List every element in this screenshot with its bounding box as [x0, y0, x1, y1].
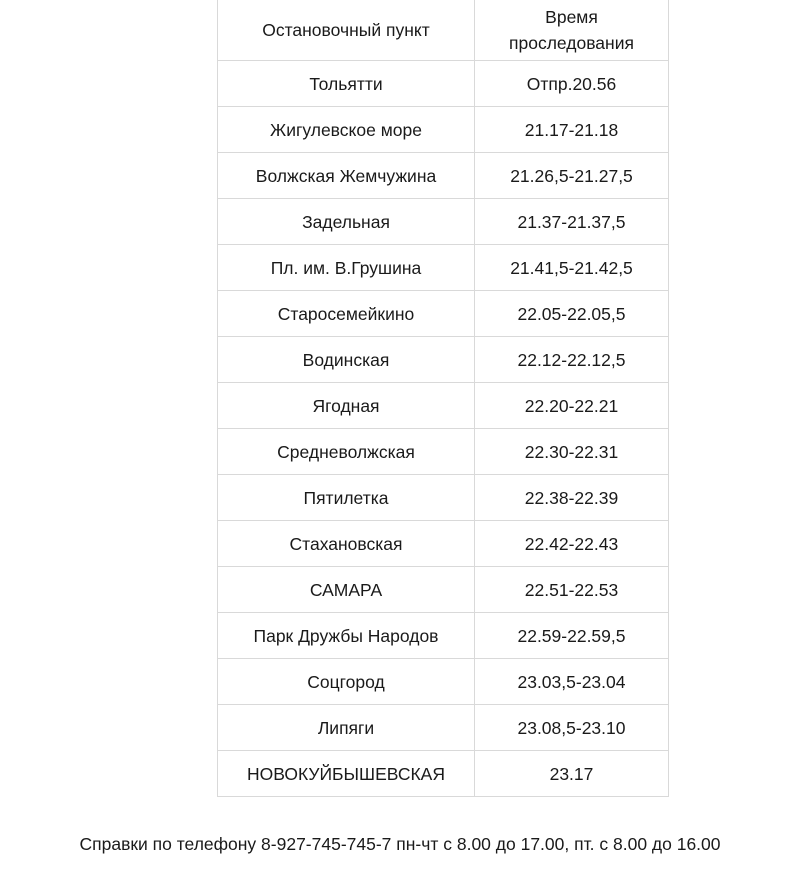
table-row [218, 199, 669, 245]
stop-time: 21.26,5-21.27,5 [475, 153, 669, 199]
table-row [218, 337, 669, 383]
stop-time: 22.42-22.43 [475, 521, 669, 567]
stop-time: 22.30-22.31 [475, 429, 669, 475]
stop-name: Ягодная [218, 383, 475, 429]
stop-name: НОВОКУЙБЫШЕВСКАЯ [218, 751, 475, 797]
stop-time: 22.20-22.21 [475, 383, 669, 429]
table-row [218, 705, 669, 751]
stop-time: Отпр.20.56 [475, 61, 669, 107]
stop-name: Средневолжская [218, 429, 475, 475]
stop-time: 21.37-21.37,5 [475, 199, 669, 245]
stop-name: САМАРА [218, 567, 475, 613]
stop-time: 22.12-22.12,5 [475, 337, 669, 383]
stop-time: 21.17-21.18 [475, 107, 669, 153]
stop-name: Водинская [218, 337, 475, 383]
schedule-table-body [218, 0, 669, 797]
table-row [218, 245, 669, 291]
table-row [218, 751, 669, 797]
table-header-row [218, 0, 669, 61]
stop-name: Жигулевское море [218, 107, 475, 153]
table-row [218, 567, 669, 613]
table-row [218, 475, 669, 521]
stop-time: 22.05-22.05,5 [475, 291, 669, 337]
stop-name: Задельная [218, 199, 475, 245]
table-row [218, 107, 669, 153]
stop-name: Соцгород [218, 659, 475, 705]
table-row [218, 153, 669, 199]
table-row [218, 659, 669, 705]
stop-time: 23.08,5-23.10 [475, 705, 669, 751]
table-row [218, 429, 669, 475]
stop-time: 22.59-22.59,5 [475, 613, 669, 659]
schedule-table [217, 0, 669, 797]
stop-name: Пятилетка [218, 475, 475, 521]
stop-name: Липяги [218, 705, 475, 751]
contact-info: Справки по телефону 8-927-745-745-7 пн-чт с 8.00 до 17.00, пт. с 8.00 до 16.00 [79, 834, 721, 854]
stop-name: Парк Дружбы Народов [218, 613, 475, 659]
stop-name: Стахановская [218, 521, 475, 567]
stop-time: 22.51-22.53 [475, 567, 669, 613]
table-row [218, 383, 669, 429]
stop-time: 23.03,5-23.04 [475, 659, 669, 705]
stop-name: Старосемейкино [218, 291, 475, 337]
stop-time: 23.17 [475, 751, 669, 797]
header-time: Время проследования [475, 0, 669, 61]
table-row [218, 291, 669, 337]
header-stop: Остановочный пункт [218, 0, 475, 61]
stop-time: 22.38-22.39 [475, 475, 669, 521]
table-row [218, 521, 669, 567]
stop-name: Пл. им. В.Грушина [218, 245, 475, 291]
table-row [218, 61, 669, 107]
table-row [218, 613, 669, 659]
stop-name: Волжская Жемчужина [218, 153, 475, 199]
stop-name: Тольятти [218, 61, 475, 107]
stop-time: 21.41,5-21.42,5 [475, 245, 669, 291]
